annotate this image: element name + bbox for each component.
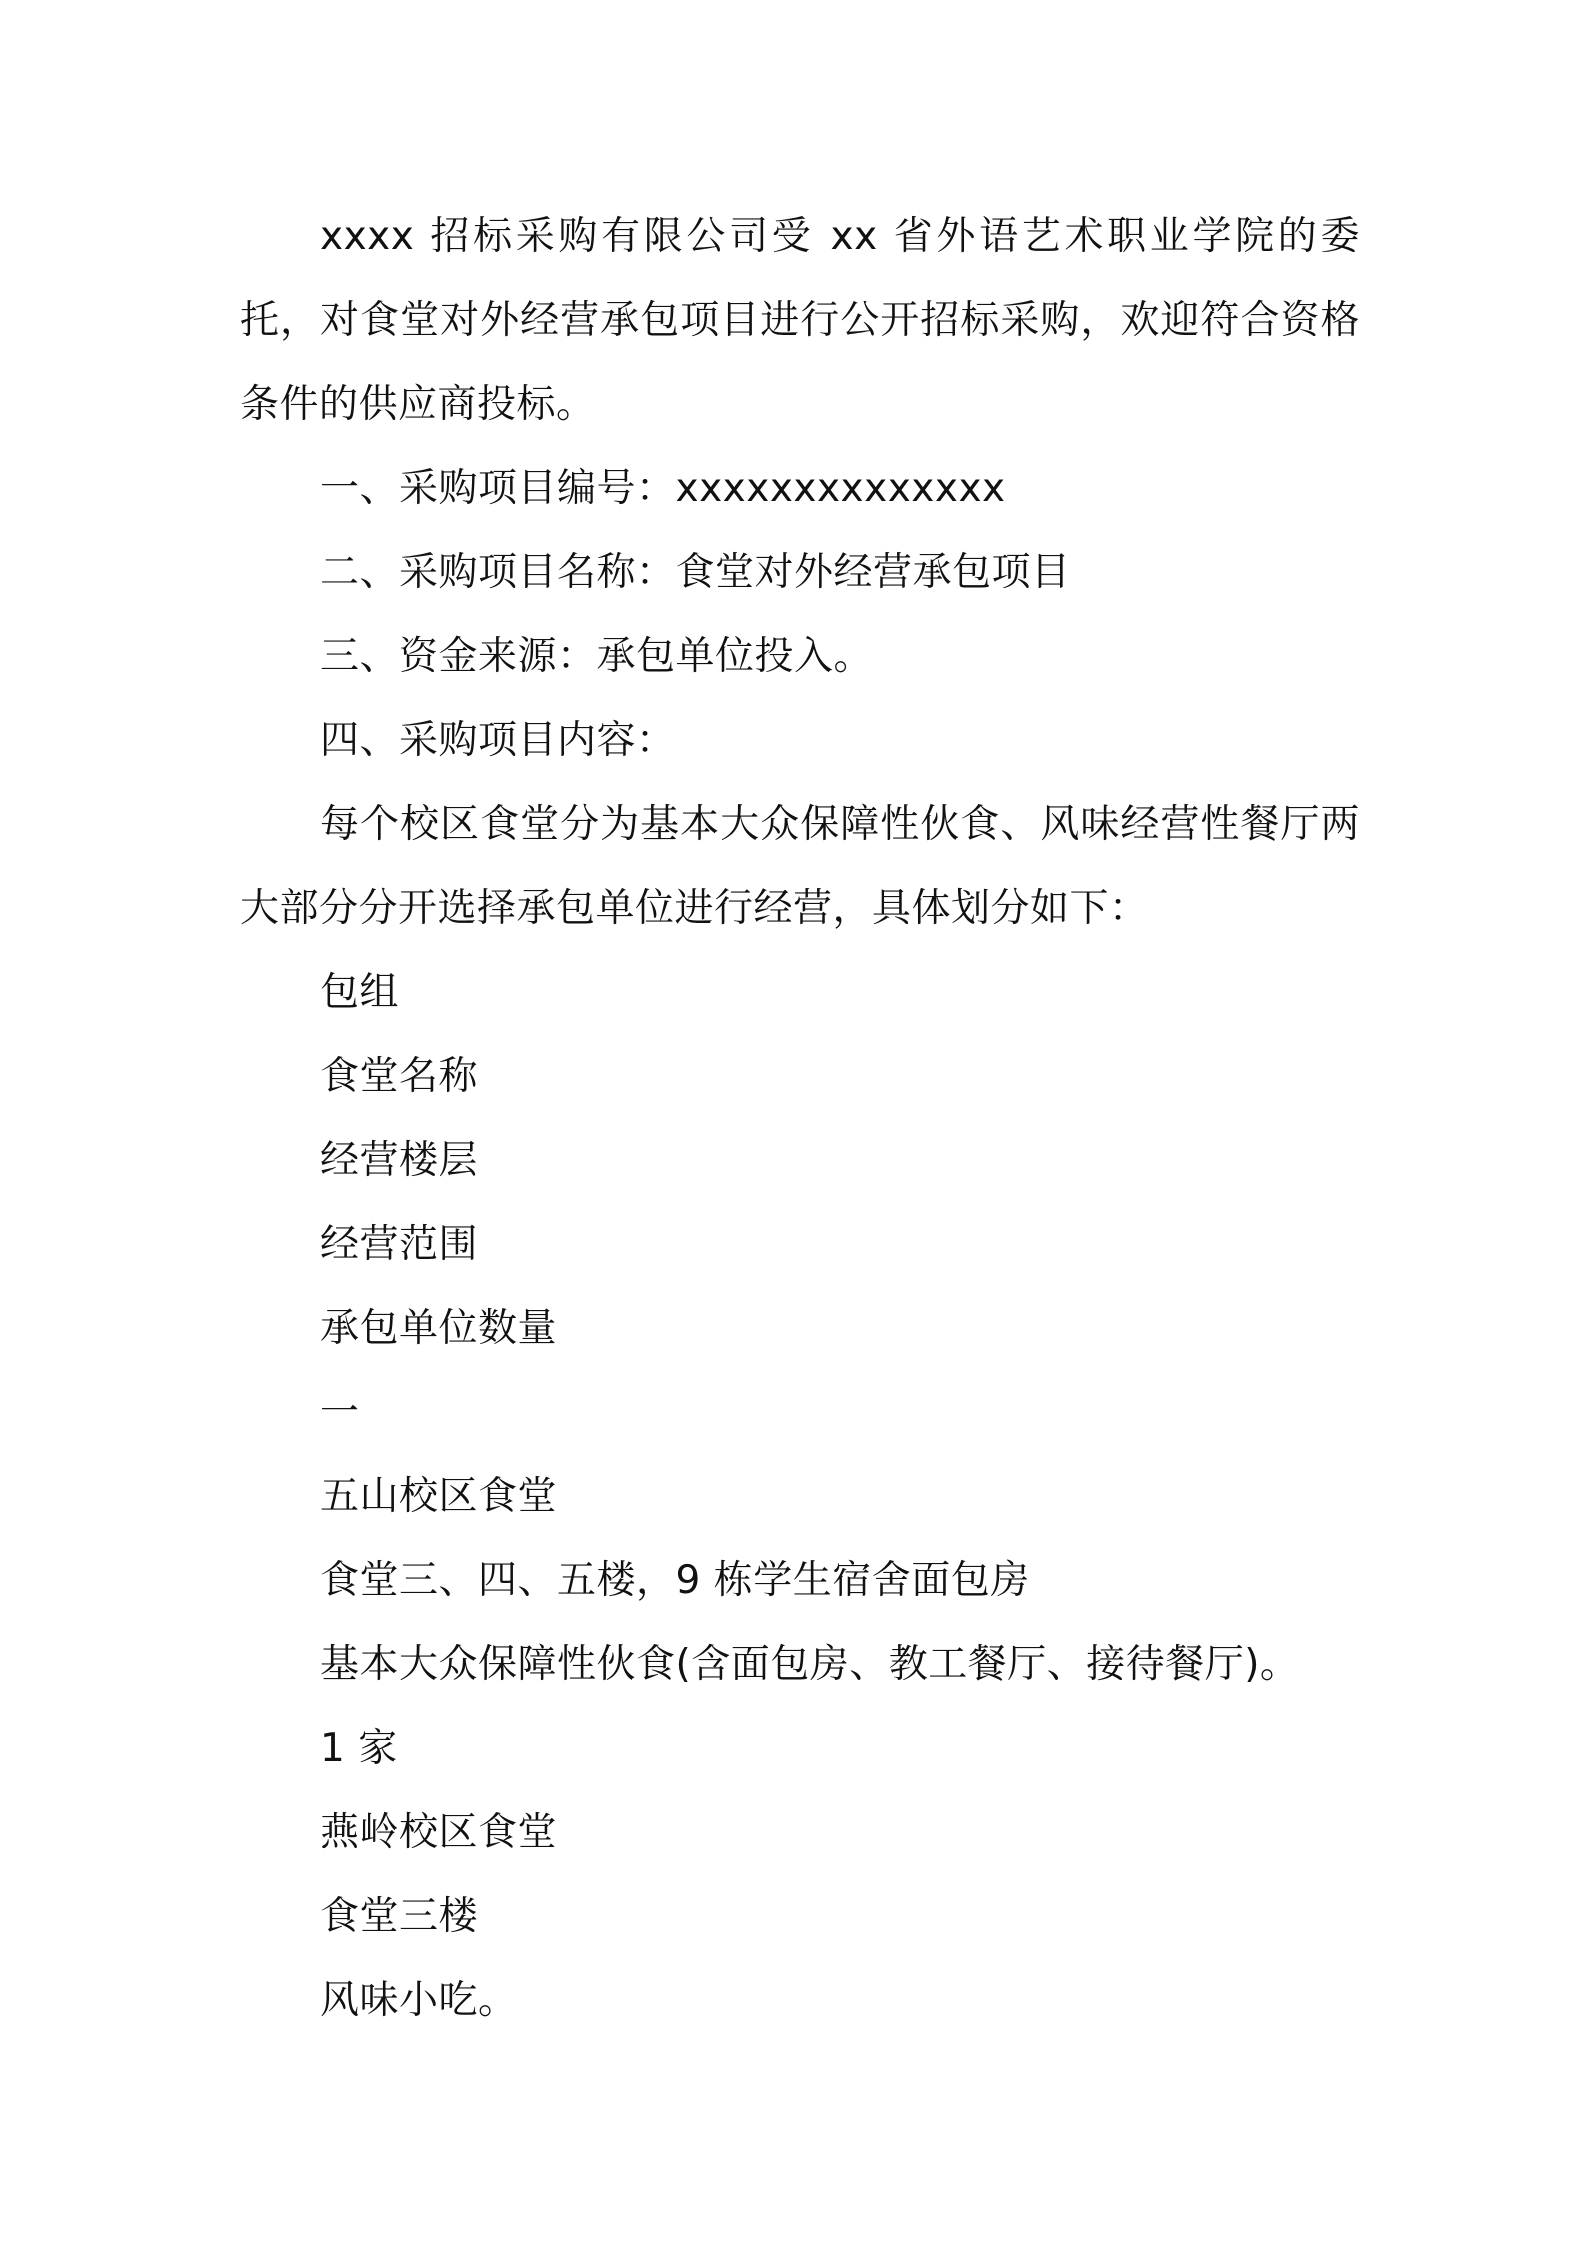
header-operating-floor: 经营楼层	[320, 1138, 479, 1183]
header-contractor-count: 承包单位数量	[320, 1306, 558, 1351]
document-body	[240, 195, 1360, 2043]
row-2-operating-scope: 风味小吃。	[320, 1978, 518, 2023]
row-1-canteen-name: 五山校区食堂	[320, 1474, 558, 1519]
row-1-operating-floor: 食堂三、四、五楼，9 栋学生宿舍面包房	[320, 1558, 1030, 1603]
intro-paragraph: xxxx 招标采购有限公司受 xx 省外语艺术职业学院的委托，对食堂对外经营承包项目进行公开招标采购，欢迎符合资格条件的供应商投标。	[240, 214, 1360, 427]
header-package-group: 包组	[320, 970, 400, 1015]
header-canteen-name: 食堂名称	[320, 1054, 479, 1099]
row-2-operating-floor: 食堂三楼	[320, 1894, 479, 1939]
item-funding-source: 三、资金来源：承包单位投入。	[320, 634, 874, 679]
row-1-operating-scope: 基本大众保障性伙食(含面包房、教工餐厅、接待餐厅)。	[320, 1642, 1300, 1687]
item-project-number: 一、采购项目编号：xxxxxxxxxxxxxx	[320, 466, 1006, 511]
row-2-canteen-name: 燕岭校区食堂	[320, 1810, 558, 1855]
row-1-contractor-count: 1 家	[320, 1726, 398, 1771]
item-project-name: 二、采购项目名称：食堂对外经营承包项目	[320, 550, 1071, 595]
row-1-package-group: 一	[320, 1390, 360, 1435]
header-operating-scope: 经营范围	[320, 1222, 479, 1267]
item-project-content: 四、采购项目内容：	[320, 718, 676, 763]
division-paragraph: 每个校区食堂分为基本大众保障性伙食、风味经营性餐厅两大部分分开选择承包单位进行经营，具体划分如下：	[240, 802, 1360, 931]
